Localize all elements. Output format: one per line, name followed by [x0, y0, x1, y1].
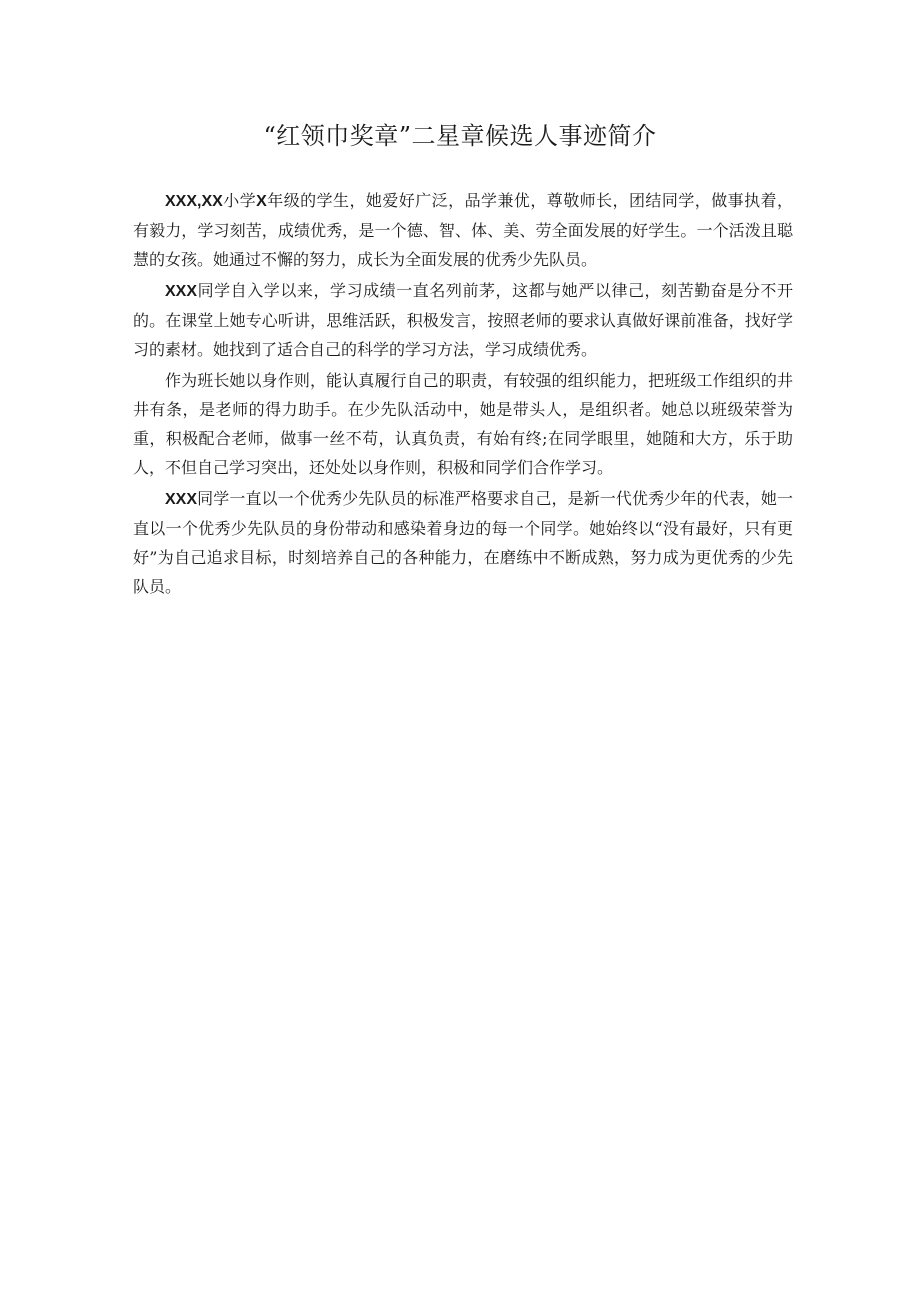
document-title: “红领巾奖章”二星章候选人事迹简介 — [263, 122, 657, 150]
paragraph-1 — [133, 186, 793, 274]
paragraph-text: 小学 — [222, 191, 257, 210]
grade-placeholder: X — [256, 193, 267, 210]
paragraph-text: 年级的学生，她爱好广泛，品学兼优，尊敬师长，团结同学，做事执着，有毅力，学习刻苦，成绩优秀，是一个德、智、体、美、劳全面发展的好学生。一个活泼且聪慧的女孩。她通过不懈的努力，成长为全面发展的优秀少先队员。 — [133, 191, 793, 269]
paragraph-2 — [133, 276, 793, 364]
candidate-name: XXX — [165, 491, 198, 508]
candidate-name: XXX — [165, 283, 198, 300]
candidate-name: XXX,XX — [165, 193, 223, 210]
paragraph-3 — [133, 366, 793, 482]
document-body — [133, 186, 793, 603]
paragraph-text: 同学自入学以来，学习成绩一直名列前茅，这都与她严以律己，刻苦勤奋是分不开的。在课堂上她专心听讲，思维活跃，积极发言，按照老师的要求认真做好课前准备，找好学习的素材。她找到了适合自己的科学的学习方法，学习成绩优秀。 — [133, 281, 793, 359]
paragraph-text: 同学一直以一个优秀少先队员的标准严格要求自己，是新一代优秀少年的代表，她一直以一个优秀少先队员的身份带动和感染着身边的每一个同学。她始终以“没有最好，只有更好”为自己追求目标，时刻培养自己的各种能力，在磨练中不断成熟，努力成为更优秀的少先队员。 — [133, 489, 793, 596]
paragraph-text: 作为班长她以身作则，能认真履行自己的职责，有较强的组织能力，把班级工作组织的井井有条，是老师的得力助手。在少先队活动中，她是带头人，是组织者。她总以班级荣誉为重，积极配合老师，做事一丝不苟，认真负责，有始有终;在同学眼里，她随和大方，乐于助人，不但自己学习突出，还处处以身作则，积极和同学们合作学习。 — [133, 371, 793, 477]
paragraph-4 — [133, 484, 793, 601]
